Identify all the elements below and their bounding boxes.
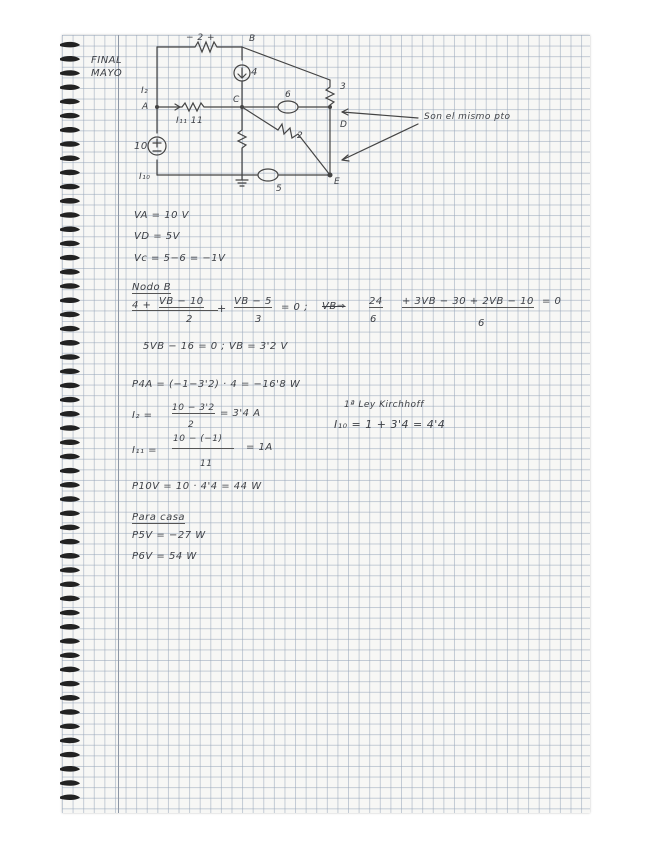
current-i11-lead: I₁₁ =	[132, 445, 158, 456]
ground-symbol	[236, 175, 248, 186]
spiral-ring	[60, 525, 80, 531]
nodo-b-term4-num: + 3VB − 30 + 2VB − 10	[402, 296, 534, 307]
spiral-ring	[60, 241, 80, 247]
resistor-11-wire	[157, 103, 242, 111]
label-top-resistor: − 2 +	[186, 33, 216, 43]
spiral-ring	[60, 468, 80, 474]
nodo-b-eq-zero: = 0 ;	[281, 302, 308, 313]
spiral-ring	[60, 439, 80, 445]
nodo-b-term1-den: 2	[186, 314, 193, 325]
label-v6: 6	[285, 90, 292, 100]
power-5v: P5V = −27 W	[132, 530, 206, 541]
header-final: FINAL	[91, 55, 123, 66]
nodo-b-plus: +	[217, 302, 227, 315]
spiral-ring	[60, 667, 80, 673]
spiral-ring	[60, 752, 80, 758]
spiral-ring	[60, 340, 80, 346]
voltage-vd: VD = 5V	[134, 231, 180, 242]
node-e-label: E	[334, 177, 341, 187]
spiral-ring	[60, 780, 80, 786]
nodo-b-term4-eq: = 0	[542, 296, 562, 307]
nodo-b-term1-lead: 4 +	[132, 300, 152, 311]
spiral-ring	[60, 709, 80, 715]
current-i11-result: = 1A	[246, 442, 273, 453]
top-resistor-wire	[157, 42, 242, 52]
current-source-arrow	[238, 68, 246, 78]
note-arrow-e	[342, 124, 418, 160]
spiral-ring	[60, 283, 80, 289]
spiral-ring	[60, 326, 80, 332]
node-b-label: B	[249, 34, 256, 44]
note-arrow-d	[342, 112, 418, 118]
spiral-ring	[60, 624, 80, 630]
spiral-ring	[60, 397, 80, 403]
current-i2-lead: I₂ =	[132, 410, 153, 421]
nodo-b-term2-num: VB − 5	[234, 296, 272, 307]
current-i11-den: 11	[200, 459, 213, 469]
resistor-2-wire	[242, 107, 330, 175]
node-a-label: A	[142, 102, 149, 112]
label-r2: 2	[297, 131, 304, 141]
nodo-b-term2-den: 3	[255, 314, 262, 325]
spiral-ring	[60, 411, 80, 417]
current-i2-den: 2	[188, 420, 195, 430]
spiral-ring	[60, 638, 80, 644]
label-r3: 3	[340, 82, 347, 92]
spiral-ring	[60, 482, 80, 488]
spiral-ring	[60, 425, 80, 431]
nodo-b-term4-den: 6	[478, 318, 485, 329]
nodo-b-term1-num: VB − 10	[159, 296, 204, 307]
circuit-diagram	[0, 0, 655, 220]
node-d-label: D	[340, 120, 348, 130]
spiral-ring	[60, 567, 80, 573]
spiral-ring	[60, 312, 80, 318]
resistor-3-wire	[326, 80, 334, 175]
spiral-ring	[60, 794, 80, 800]
voltage-vc: Vc = 5−6 = −1V	[134, 253, 226, 264]
label-i11: I₁₁ 11	[176, 116, 204, 126]
spiral-ring	[60, 354, 80, 360]
current-i2-num: 10 − 3'2	[172, 403, 215, 413]
power-6v: P6V = 54 W	[132, 551, 197, 562]
current-i11-bar	[172, 448, 234, 449]
header-mayo: MAYO	[91, 68, 123, 79]
label-current-4: 4	[251, 67, 258, 78]
resistor-center-wire	[238, 107, 246, 175]
nodo-b-title: Nodo B	[132, 282, 172, 293]
label-i10: I₁₀	[139, 172, 151, 182]
voltage-source-6	[278, 101, 298, 113]
spiral-ring	[60, 581, 80, 587]
spiral-ring	[60, 269, 80, 275]
spiral-ring	[60, 383, 80, 389]
label-v10: 10	[134, 141, 148, 152]
spiral-ring	[60, 368, 80, 374]
spiral-ring	[60, 738, 80, 744]
kirchhoff-equation: I₁₀ = 1 + 3'4 = 4'4	[334, 418, 446, 431]
power-10v: P10V = 10 · 4'4 = 44 W	[132, 481, 262, 492]
spiral-ring	[60, 766, 80, 772]
voltage-va: VA = 10 V	[134, 210, 189, 221]
spiral-ring	[60, 553, 80, 559]
label-v5: 5	[276, 184, 283, 194]
spiral-ring	[60, 681, 80, 687]
nodo-b-term3-den: 6	[370, 314, 377, 325]
spiral-ring	[60, 723, 80, 729]
spiral-ring	[60, 226, 80, 232]
spiral-ring	[60, 510, 80, 516]
voltage-source-5	[258, 169, 278, 181]
spiral-ring	[60, 610, 80, 616]
nodo-b-result: 5VB − 16 = 0 ; VB = 3'2 V	[143, 341, 288, 352]
spiral-ring	[60, 255, 80, 261]
spiral-ring	[60, 652, 80, 658]
power-4a: P4A = (−1−3'2) · 4 = −16'8 W	[132, 379, 301, 390]
nodo-b-arrow: VB⇒	[322, 301, 346, 312]
spiral-ring	[60, 539, 80, 545]
nodo-b-fraction-bar-1	[132, 310, 218, 311]
para-casa-title: Para casa	[132, 512, 186, 523]
node-c-label: C	[233, 95, 240, 105]
spiral-ring	[60, 297, 80, 303]
current-i11-num: 10 − (−1)	[173, 434, 223, 444]
nodo-b-term3-num: 24	[369, 296, 383, 307]
label-i2: I₂	[141, 86, 149, 96]
same-point-note: Son el mismo pto	[424, 112, 511, 122]
spiral-ring	[60, 596, 80, 602]
kirchhoff-title: 1ª Ley Kirchhoff	[344, 400, 424, 410]
spiral-ring	[60, 496, 80, 502]
spiral-ring	[60, 454, 80, 460]
current-i2-result: = 3'4 A	[220, 408, 261, 419]
spiral-ring	[60, 695, 80, 701]
